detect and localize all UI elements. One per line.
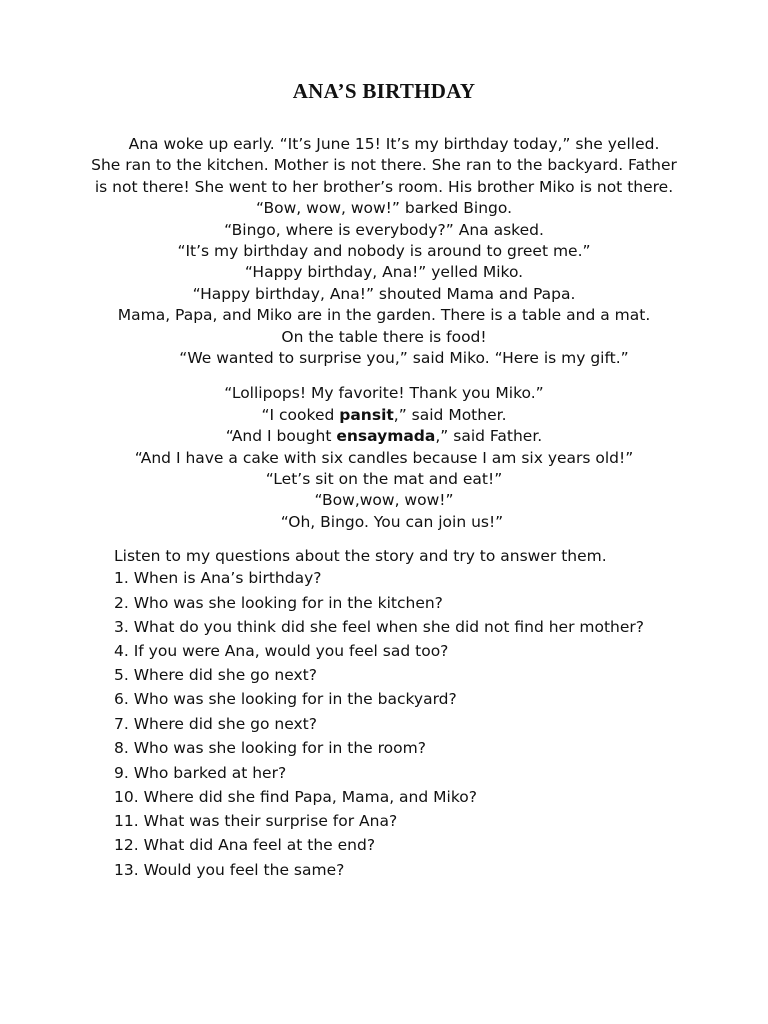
question-item: 12. What did Ana feel at the end? — [114, 836, 376, 854]
document-title: ANA’S BIRTHDAY — [292, 79, 476, 103]
question-item: 5. Where did she go next? — [114, 666, 317, 684]
story-line: “Bow, wow, wow!” barked Bingo. — [255, 199, 513, 217]
question-item: 6. Who was she looking for in the backyard? — [114, 690, 457, 708]
question-item: 3. What do you think did she feel when she did not find her mother? — [114, 618, 644, 636]
bold-term-pansit: pansit — [339, 406, 394, 424]
story-line: “Bow,wow, wow!” — [314, 491, 454, 509]
question-item: 10. Where did she find Papa, Mama, and Miko? — [114, 788, 477, 806]
question-item: 13. Would you feel the same? — [114, 861, 345, 879]
question-item: 2. Who was she looking for in the kitchen? — [114, 594, 443, 612]
story-line: She ran to the kitchen. Mother is not there. She ran to the backyard. Father — [91, 156, 677, 174]
question-item: 8. Who was she looking for in the room? — [114, 739, 426, 757]
questions-instructions: Listen to my questions about the story and try to answer them. — [114, 547, 607, 565]
story-line: “Let’s sit on the mat and eat!” — [265, 470, 503, 488]
question-item: 7. Where did she go next? — [114, 715, 317, 733]
story-line: Ana woke up early. “It’s June 15! It’s my birthday today,” she yelled. — [128, 135, 660, 153]
story-line: “And I have a cake with six candles because I am six years old!” — [134, 449, 634, 467]
question-item: 11. What was their surprise for Ana? — [114, 812, 398, 830]
story-line: “It’s my birthday and nobody is around to greet me.” — [177, 242, 591, 260]
question-item: 9. Who barked at her? — [114, 764, 287, 782]
question-item: 4. If you were Ana, would you feel sad too? — [114, 642, 449, 660]
story-line: “I cooked pansit,” said Mother. — [261, 406, 507, 424]
story-line: “Happy birthday, Ana!” yelled Miko. — [244, 263, 524, 281]
story-line: “Oh, Bingo. You can join us!” — [280, 513, 504, 531]
story-line: “Bingo, where is everybody?” Ana asked. — [224, 221, 544, 239]
story-line: is not there! She went to her brother’s room. His brother Miko is not there. — [94, 178, 674, 196]
story-line: “And I bought ensaymada,” said Father. — [225, 427, 543, 445]
bold-term-ensaymada: ensaymada — [336, 427, 436, 445]
story-line: Mama, Papa, and Miko are in the garden. There is a table and a mat. — [117, 306, 651, 324]
story-line: “Happy birthday, Ana!” shouted Mama and Papa. — [192, 285, 576, 303]
question-item: 1. When is Ana’s birthday? — [114, 569, 322, 587]
story-line: “We wanted to surprise you,” said Miko. “Here is my gift.” — [179, 349, 629, 367]
story-line: On the table there is food! — [281, 328, 487, 346]
story-line: “Lollipops! My favorite! Thank you Miko.” — [224, 384, 544, 402]
